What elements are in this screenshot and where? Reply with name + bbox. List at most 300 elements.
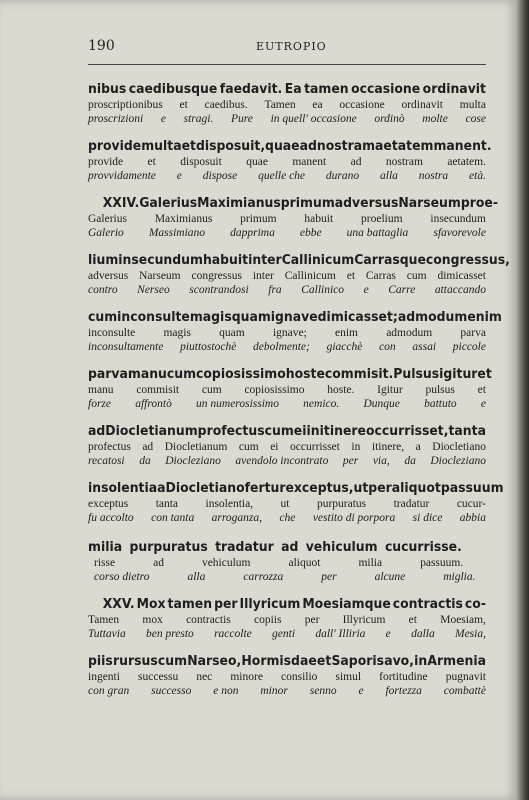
- translation-word: alla: [187, 571, 206, 583]
- reordered-word: Maximianus: [154, 213, 213, 225]
- word-order-line: [88, 440, 486, 454]
- latin-line: [88, 80, 486, 98]
- reordered-word: itinere,: [371, 441, 405, 453]
- text-block: [88, 479, 504, 525]
- page-header: [88, 38, 486, 58]
- translation-word: dalla: [411, 628, 435, 640]
- reordered-word: ingenti: [88, 671, 120, 683]
- translation-word: raccolte: [214, 628, 252, 640]
- translation-word: fu accolto: [88, 512, 134, 524]
- translation-word: abbia: [459, 512, 486, 524]
- latin-word: inter: [248, 252, 282, 268]
- reordered-word: habuit: [304, 213, 334, 225]
- translation-line: [88, 112, 486, 126]
- reordered-word: cum: [406, 270, 427, 282]
- latin-word: ei: [293, 423, 307, 439]
- translation-line: [88, 340, 486, 354]
- latin-word: Armenia: [427, 653, 487, 669]
- latin-word: piis: [88, 653, 113, 669]
- latin-word: Ea: [284, 81, 302, 97]
- latin-word: XXV.: [102, 596, 135, 612]
- reordered-word: ei: [270, 441, 279, 453]
- latin-word: Narseum: [398, 195, 461, 211]
- latin-word: ignave: [270, 309, 318, 325]
- translation-word: arroganza,: [211, 512, 263, 524]
- reordered-word: Diocletiano: [432, 441, 486, 453]
- translation-line: [88, 169, 486, 183]
- latin-word: provide: [88, 138, 142, 154]
- reordered-word: profectus: [88, 441, 131, 453]
- reordered-word: et: [477, 384, 486, 396]
- translation-word: recatosi: [88, 455, 125, 467]
- translation-word: durano: [325, 170, 360, 182]
- reordered-word: ea: [312, 99, 323, 111]
- translation-word: vestito di porpora: [312, 512, 396, 524]
- latin-word: congressus,: [425, 252, 510, 268]
- translation-word: scontrandosi: [189, 284, 249, 296]
- translation-word: e: [385, 628, 391, 640]
- reordered-word: consilio: [281, 671, 318, 683]
- translation-word: miglia.: [443, 571, 476, 583]
- reordered-word: ignave;: [272, 327, 307, 339]
- latin-word: manent.: [433, 138, 492, 154]
- reordered-word: Igitur: [377, 384, 403, 396]
- reordered-word: pulsus: [425, 384, 455, 396]
- latin-word: lium: [88, 252, 119, 268]
- translation-word: e: [176, 170, 182, 182]
- text-block: [88, 308, 502, 354]
- latin-word: rursus: [112, 653, 158, 669]
- latin-line: [88, 194, 498, 212]
- latin-word: igitur: [439, 366, 478, 382]
- latin-word: Mox: [136, 596, 166, 612]
- translation-word: corso dietro: [94, 571, 150, 583]
- latin-word: insecundum: [118, 252, 203, 268]
- reordered-word: dimicasset: [437, 270, 486, 282]
- reordered-word: ad: [142, 441, 154, 453]
- translation-word: fra: [268, 284, 282, 296]
- translation-word: dall' Illiria: [315, 628, 366, 640]
- latin-word: cucurrisse.: [384, 539, 462, 555]
- translation-word: con tanta: [151, 512, 195, 524]
- translation-word: Dunque: [363, 398, 400, 410]
- reordered-word: ordinavit: [401, 99, 443, 111]
- latin-word: in: [414, 653, 428, 669]
- latin-word: co-: [464, 596, 486, 612]
- latin-word: commisit.: [324, 366, 394, 382]
- latin-word: nostram: [316, 138, 376, 154]
- reordered-word: purpuratus: [316, 498, 367, 510]
- reordered-word: manent: [292, 156, 327, 168]
- latin-line: [88, 308, 502, 326]
- translation-word: piuttostochè: [180, 341, 237, 353]
- latin-word: a: [157, 480, 166, 496]
- translation-word: Callinico: [301, 284, 345, 296]
- reordered-word: vehiculum: [201, 557, 251, 569]
- latin-word: tamen: [167, 596, 213, 612]
- reordered-word: passuum.: [420, 557, 464, 569]
- text-block: [88, 422, 486, 468]
- translation-word: ben presto: [145, 628, 194, 640]
- translation-word: dapprima: [230, 227, 275, 239]
- reordered-word: et: [147, 156, 156, 168]
- translation-word: per: [342, 455, 359, 467]
- latin-word: in: [306, 423, 320, 439]
- translation-word: quelle che: [258, 170, 306, 182]
- text-block: [88, 137, 492, 183]
- reordered-word: Callinicum: [284, 270, 336, 282]
- latin-word: nibus: [88, 81, 127, 97]
- latin-word: et: [316, 653, 332, 669]
- translation-word: dispose: [202, 170, 238, 182]
- latin-word: XXIV.: [102, 195, 140, 211]
- translation-word: Galerio: [88, 227, 124, 239]
- latin-word: primum: [280, 195, 335, 211]
- translation-word: inconsultamente: [88, 341, 164, 353]
- translation-line: [88, 570, 486, 584]
- word-order-line: [88, 613, 486, 627]
- translation-word: e: [480, 398, 486, 410]
- reordered-word: magis: [163, 327, 191, 339]
- reordered-word: exceptus: [88, 498, 129, 510]
- latin-word: Diocletianum: [105, 423, 198, 439]
- translation-word: alcune: [374, 571, 406, 583]
- latin-word: Moesiamque: [302, 596, 391, 612]
- text-block: [88, 365, 492, 411]
- latin-word: multa: [141, 138, 182, 154]
- translation-word: nemico.: [303, 398, 340, 410]
- reordered-word: insolentia,: [205, 498, 254, 510]
- translation-word: da: [139, 455, 151, 467]
- reordered-word: inconsulte: [88, 327, 136, 339]
- reordered-word: occurrisset: [290, 441, 340, 453]
- word-order-line: [88, 326, 486, 340]
- text-block: [88, 80, 486, 126]
- latin-word: enim: [467, 309, 502, 325]
- translation-word: molte: [422, 113, 448, 125]
- latin-word: per: [214, 596, 238, 612]
- reordered-word: cucur-: [456, 498, 486, 510]
- latin-word: profectus: [197, 423, 265, 439]
- reordered-word: in: [351, 441, 361, 453]
- reordered-word: nec: [196, 671, 213, 683]
- translation-word: giacchè: [326, 341, 363, 353]
- text-block: [88, 595, 486, 641]
- reordered-word: tradatur: [393, 498, 430, 510]
- translation-line: [88, 684, 486, 698]
- reordered-word: insecundum: [430, 213, 486, 225]
- translation-word: Carre: [388, 284, 416, 296]
- latin-word: et: [181, 138, 196, 154]
- translation-word: attaccando: [434, 284, 486, 296]
- reordered-word: ad: [153, 557, 164, 569]
- translation-word: ebbe: [299, 227, 322, 239]
- translation-word: e: [363, 284, 369, 296]
- latin-word: aetatem: [375, 138, 434, 154]
- word-order-line: [88, 383, 486, 397]
- reordered-word: proscriptionibus: [88, 99, 163, 111]
- latin-word: cum: [157, 653, 188, 669]
- translation-word: che: [279, 512, 296, 524]
- latin-word: contractis: [392, 596, 463, 612]
- latin-word: fertur: [244, 480, 286, 496]
- reordered-word: quam: [219, 327, 245, 339]
- reordered-word: hoste.: [327, 384, 355, 396]
- translation-word: una battaglia: [346, 227, 409, 239]
- text-block: [88, 538, 486, 584]
- translation-line: [88, 454, 486, 468]
- reordered-word: occasione: [339, 99, 385, 111]
- reordered-word: provide: [88, 156, 124, 168]
- reordered-word: caedibus.: [204, 99, 248, 111]
- translation-word: nostra: [418, 170, 449, 182]
- reordered-word: cum: [238, 441, 259, 453]
- translation-word: sfavorevole: [433, 227, 486, 239]
- translation-word: debolmente;: [253, 341, 310, 353]
- translation-word: Diocleziano: [430, 455, 486, 467]
- translation-word: cose: [465, 113, 486, 125]
- latin-word: disposuit,: [195, 138, 266, 154]
- latin-word: quae: [265, 138, 300, 154]
- latin-word: ad: [299, 138, 317, 154]
- latin-word: avo,: [384, 653, 414, 669]
- header-rule: [88, 64, 486, 65]
- translation-word: fortezza: [385, 685, 422, 697]
- reordered-word: copiis: [254, 614, 282, 626]
- latin-word: insolentia: [88, 480, 158, 496]
- latin-word: quam: [231, 309, 271, 325]
- reordered-word: contractis: [186, 614, 231, 626]
- latin-word: ut: [353, 480, 369, 496]
- reordered-word: admodum: [386, 327, 433, 339]
- translation-line: [88, 397, 486, 411]
- reordered-word: commisit: [136, 384, 180, 396]
- reordered-word: enim: [335, 327, 358, 339]
- reordered-word: Tamen: [88, 614, 120, 626]
- translation-word: Diocleziano: [165, 455, 221, 467]
- latin-word: Narseo,: [187, 653, 242, 669]
- latin-line: [88, 479, 504, 497]
- reordered-word: aetatem.: [447, 156, 486, 168]
- latin-word: faedavit.: [219, 81, 283, 97]
- reordered-word: primum: [240, 213, 277, 225]
- latin-word: admodum: [397, 309, 468, 325]
- latin-word: Galerius: [139, 195, 198, 211]
- latin-word: exceptus,: [285, 480, 354, 496]
- translation-word: si dice: [412, 512, 443, 524]
- latin-word: Callinicum: [281, 252, 355, 268]
- word-order-line: [88, 556, 486, 570]
- translation-word: via,: [372, 455, 390, 467]
- reordered-word: inter: [252, 270, 274, 282]
- latin-word: Illyricum: [239, 596, 301, 612]
- reordered-word: multa: [459, 99, 486, 111]
- latin-word: hoste: [285, 366, 325, 382]
- text-block: [88, 251, 510, 297]
- latin-line: [88, 422, 486, 440]
- reordered-word: fortitudine: [379, 671, 428, 683]
- translation-word: e non: [213, 685, 239, 697]
- text-block: [88, 652, 486, 698]
- translation-word: per: [321, 571, 337, 583]
- latin-word: proe-: [460, 195, 498, 211]
- latin-word: per: [368, 480, 392, 496]
- translation-word: Massimiano: [148, 227, 206, 239]
- page-number: 190: [88, 38, 115, 54]
- reordered-word: congressus: [191, 270, 242, 282]
- translation-word: Mesia,: [454, 628, 486, 640]
- latin-line: [88, 538, 486, 556]
- latin-word: dimicasset;: [317, 309, 398, 325]
- reordered-word: Illyricum: [342, 614, 386, 626]
- translation-word: alla: [380, 170, 398, 182]
- latin-word: manu: [127, 366, 167, 382]
- translation-word: Tuttavia: [88, 628, 126, 640]
- latin-word: cum: [264, 423, 294, 439]
- reordered-word: et: [408, 614, 417, 626]
- translation-word: ordinò: [374, 113, 405, 125]
- page-edge-shadow: [517, 0, 529, 800]
- translation-word: avendolo incontrato: [235, 455, 329, 467]
- reordered-word: minore: [230, 671, 263, 683]
- reordered-word: adversus: [88, 270, 129, 282]
- translation-word: carrozza: [243, 571, 284, 583]
- latin-word: tanta: [448, 423, 486, 439]
- latin-line: [88, 595, 486, 613]
- reordered-word: copiosissimo: [244, 384, 305, 396]
- reordered-word: et: [179, 99, 188, 111]
- translation-word: combattè: [443, 685, 486, 697]
- translation-word: contro: [88, 284, 118, 296]
- translation-word: con: [379, 341, 396, 353]
- reordered-word: manu: [88, 384, 114, 396]
- reordered-word: Narseum: [139, 270, 181, 282]
- reordered-word: simul: [335, 671, 362, 683]
- reordered-word: Carras: [365, 270, 396, 282]
- reordered-word: milia: [358, 557, 383, 569]
- translation-word: forze: [88, 398, 111, 410]
- word-order-line: [88, 670, 486, 684]
- latin-word: parva: [88, 366, 128, 382]
- reordered-word: parva: [460, 327, 486, 339]
- reordered-word: successu: [138, 671, 179, 683]
- translation-word: affrontò: [135, 398, 172, 410]
- latin-line: [88, 652, 486, 670]
- translation-line: [88, 226, 486, 240]
- translation-word: stragi.: [183, 113, 214, 125]
- reordered-word: Diocletianum: [164, 441, 228, 453]
- latin-word: vehiculum: [305, 539, 378, 555]
- latin-word: Diocletiano: [165, 480, 245, 496]
- text-block: [88, 194, 498, 240]
- reordered-word: ut: [280, 498, 290, 510]
- latin-line: [88, 365, 492, 383]
- latin-word: itinere: [319, 423, 366, 439]
- reordered-word: pugnavit: [445, 671, 486, 683]
- latin-word: tamen: [304, 81, 349, 97]
- translation-word: battuto: [424, 398, 457, 410]
- reordered-word: tanta: [155, 498, 179, 510]
- reordered-word: mox: [142, 614, 163, 626]
- latin-line: [88, 137, 492, 155]
- latin-word: habuit: [202, 252, 249, 268]
- reordered-word: Galerius: [88, 213, 127, 225]
- latin-word: et: [477, 366, 492, 382]
- reordered-word: proelium: [361, 213, 403, 225]
- latin-word: Maximianus: [197, 195, 281, 211]
- word-order-line: [88, 497, 486, 511]
- translation-word: Nerseo: [137, 284, 170, 296]
- translation-line: [88, 511, 486, 525]
- latin-word: magis: [189, 309, 232, 325]
- translation-word: da: [404, 455, 416, 467]
- translation-word: e: [160, 113, 166, 125]
- latin-line: [88, 251, 510, 269]
- reordered-word: Tamen: [264, 99, 296, 111]
- latin-word: adversus: [334, 195, 399, 211]
- reordered-word: Moesiam,: [440, 614, 486, 626]
- reordered-word: risse: [94, 557, 116, 569]
- latin-word: ad: [88, 423, 106, 439]
- translation-word: un numerosissimo: [196, 398, 279, 410]
- latin-word: occasione: [351, 81, 421, 97]
- word-order-line: [88, 212, 486, 226]
- reordered-word: nostram: [385, 156, 423, 168]
- translation-word: in quell' occasione: [270, 113, 357, 125]
- translation-word: assai: [412, 341, 437, 353]
- latin-word: occurrisset,: [365, 423, 449, 439]
- latin-word: cum: [166, 366, 197, 382]
- translation-word: età.: [469, 170, 486, 182]
- translation-word: senno: [309, 685, 337, 697]
- latin-word: passuum: [440, 480, 504, 496]
- translation-word: provvidamente: [88, 170, 156, 182]
- reordered-word: disposuit: [180, 156, 222, 168]
- translation-word: con gran: [88, 685, 130, 697]
- latin-word: aliquot: [391, 480, 441, 496]
- latin-word: ad: [281, 539, 299, 555]
- translation-word: Pure: [230, 113, 253, 125]
- translation-word: minor: [260, 685, 288, 697]
- latin-word: milia: [88, 539, 123, 555]
- latin-word: inconsulte: [117, 309, 190, 325]
- translation-line: [88, 627, 486, 641]
- translation-line: [88, 283, 486, 297]
- reordered-word: et: [346, 270, 356, 282]
- translation-word: proscrizioni: [88, 113, 144, 125]
- latin-word: Hormisdae: [241, 653, 317, 669]
- reordered-word: quae: [246, 156, 268, 168]
- reordered-word: ad: [350, 156, 362, 168]
- reordered-word: a: [415, 441, 421, 453]
- translation-word: successo: [151, 685, 192, 697]
- latin-word: Carrasque: [354, 252, 426, 268]
- translation-word: e: [358, 685, 364, 697]
- translation-word: genti: [272, 628, 296, 640]
- latin-word: Pulsus: [393, 366, 440, 382]
- latin-word: cum: [88, 309, 118, 325]
- latin-word: caedibusque: [128, 81, 218, 97]
- reordered-word: per: [304, 614, 320, 626]
- latin-word: ordinavit: [422, 81, 486, 97]
- latin-word: copiosissimo: [196, 366, 286, 382]
- reordered-word: cum: [201, 384, 222, 396]
- latin-word: Saporis: [331, 653, 385, 669]
- running-title: EUTROPIO: [256, 40, 327, 53]
- reordered-word: aliquot: [288, 557, 321, 569]
- word-order-line: [88, 98, 486, 112]
- latin-word: tradatur: [215, 539, 274, 555]
